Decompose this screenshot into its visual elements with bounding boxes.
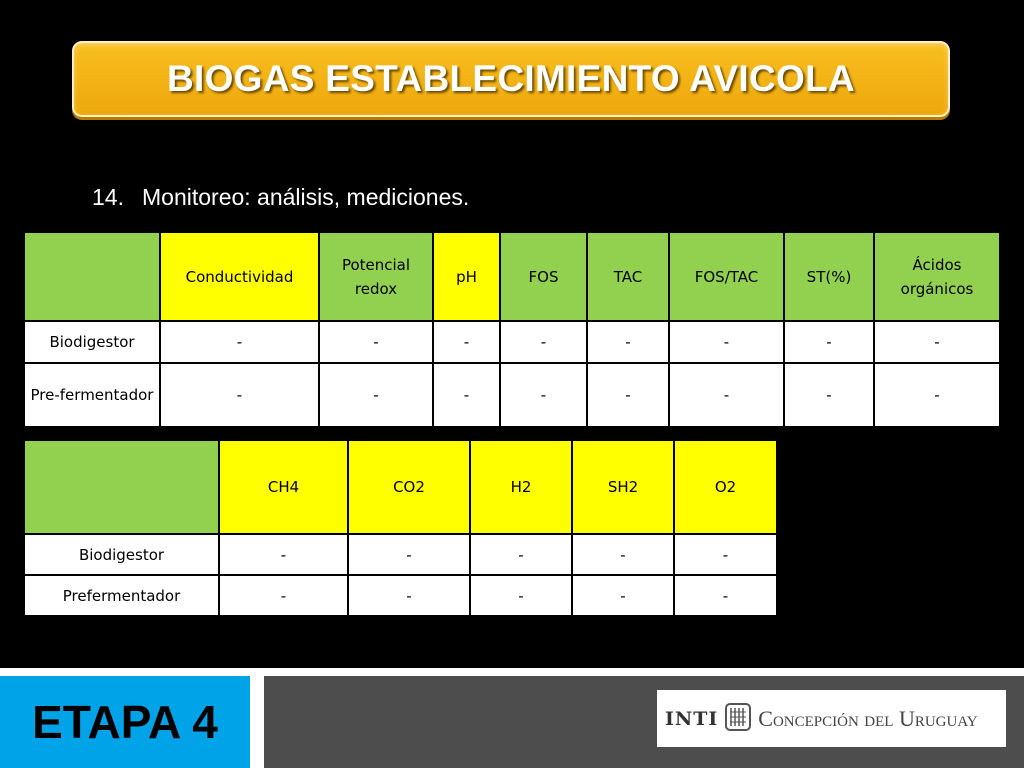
table-cell: - — [669, 363, 784, 427]
section-heading — [92, 184, 469, 211]
table-cell: - — [470, 534, 572, 575]
table-row — [24, 321, 1000, 363]
table-cell: - — [500, 321, 587, 363]
section-text: Monitoreo: análisis, mediciones. — [142, 184, 470, 210]
table-cell: - — [674, 534, 777, 575]
header-cell: pH — [433, 232, 500, 321]
table-cell: - — [348, 534, 470, 575]
header-cell: FOS/TAC — [669, 232, 784, 321]
table-cell: - — [500, 363, 587, 427]
section-number: 14. — [92, 184, 124, 210]
table-cell: - — [160, 363, 319, 427]
table-cell: - — [319, 363, 433, 427]
header-cell: Ácidos orgánicos — [874, 232, 1000, 321]
header-cell: H2 — [470, 440, 572, 534]
slide-title: BIOGAS ESTABLECIMIENTO AVICOLA — [166, 58, 856, 99]
table-cell: - — [470, 575, 572, 616]
table-cell: - — [669, 321, 784, 363]
table-cell: - — [587, 363, 669, 427]
footer-divider — [0, 668, 1024, 676]
header-cell: FOS — [500, 232, 587, 321]
row-label: Prefermentador — [24, 575, 219, 616]
header-cell: TAC — [587, 232, 669, 321]
table-cell: - — [219, 534, 348, 575]
table-cell: - — [572, 534, 674, 575]
header-corner-cell — [24, 440, 219, 534]
header-cell: O2 — [674, 440, 777, 534]
table-cell: - — [433, 321, 500, 363]
inti-logo — [657, 690, 1006, 747]
table-row — [24, 575, 777, 616]
table-cell: - — [874, 321, 1000, 363]
table-header-row — [24, 232, 1000, 321]
gas-table — [23, 439, 778, 617]
table-cell: - — [219, 575, 348, 616]
header-cell: Potencial redox — [319, 232, 433, 321]
table-row — [24, 534, 777, 575]
stage-badge — [0, 676, 250, 768]
table-cell: - — [572, 575, 674, 616]
table-cell: - — [348, 575, 470, 616]
header-corner-cell — [24, 232, 160, 321]
table-row — [24, 363, 1000, 427]
row-label: Biodigestor — [24, 321, 160, 363]
header-cell: CH4 — [219, 440, 348, 534]
analysis-table — [23, 231, 1001, 428]
table-cell: - — [587, 321, 669, 363]
footer-separator — [250, 676, 264, 768]
header-cell: Conductividad — [160, 232, 319, 321]
logo-inti-text: INTI — [665, 707, 719, 730]
stage-label: ETAPA 4 — [32, 696, 218, 748]
table-cell: - — [784, 321, 874, 363]
row-label: Pre-fermentador — [24, 363, 160, 427]
header-cell: SH2 — [572, 440, 674, 534]
title-banner — [72, 41, 950, 117]
table-cell: - — [674, 575, 777, 616]
inti-emblem-icon — [725, 703, 751, 735]
header-cell: CO2 — [348, 440, 470, 534]
table-cell: - — [784, 363, 874, 427]
table-cell: - — [160, 321, 319, 363]
logo-org-text: Concepción del Uruguay — [758, 705, 978, 731]
row-label: Biodigestor — [24, 534, 219, 575]
table-cell: - — [319, 321, 433, 363]
table-cell: - — [433, 363, 500, 427]
table-header-row — [24, 440, 777, 534]
table-cell: - — [874, 363, 1000, 427]
header-cell: ST(%) — [784, 232, 874, 321]
